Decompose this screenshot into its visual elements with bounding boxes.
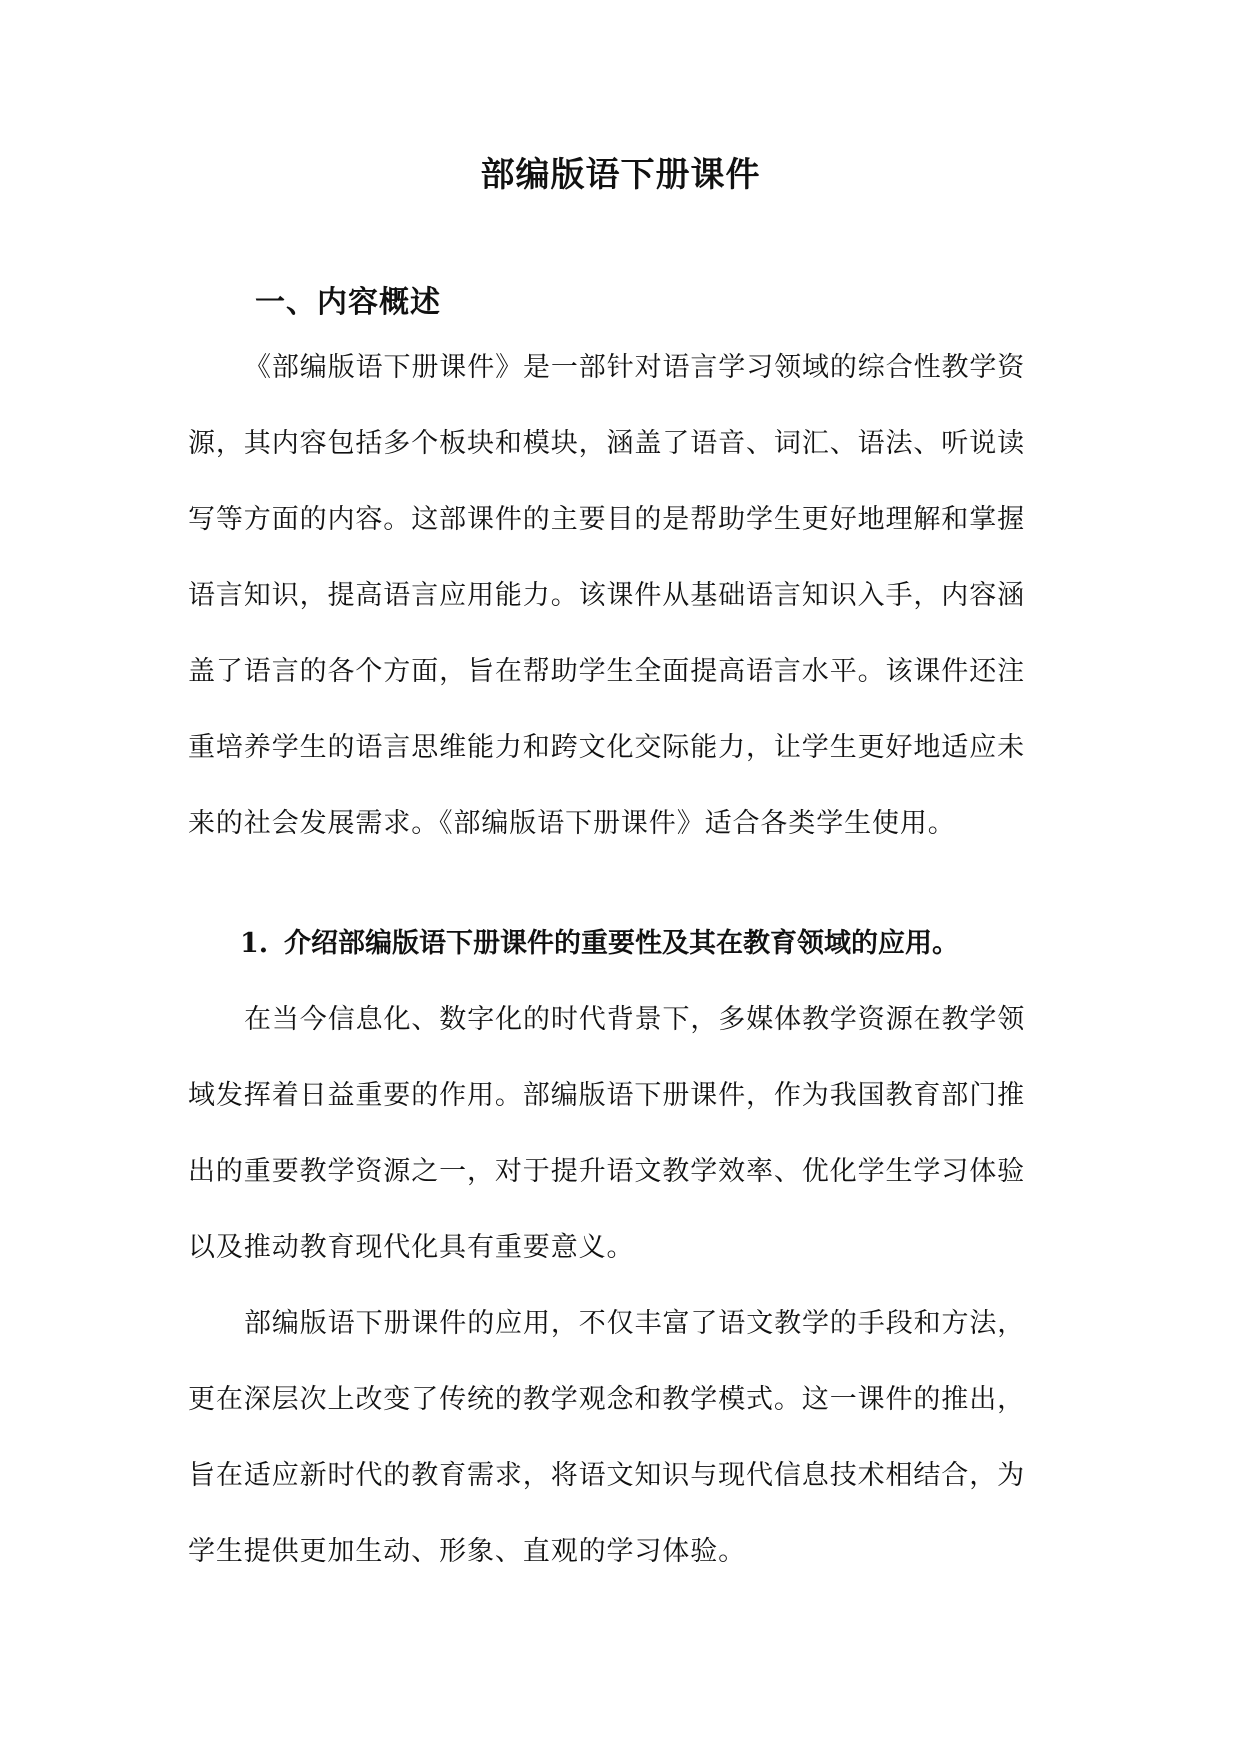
subheading-number: 1. — [240, 928, 269, 959]
numbered-subheading — [240, 922, 1080, 966]
paragraph-line: 写等方面的内容。这部课件的主要目的是帮助学生更好地理解和掌握 — [188, 504, 1025, 535]
section-heading: 一、内容概述 — [255, 285, 441, 320]
paragraph-line: 《部编版语下册课件》是一部针对语言学习领域的综合性教学资 — [244, 352, 1026, 383]
importance-paragraph — [188, 982, 1054, 1286]
document-title: 部编版语下册课件 — [480, 155, 761, 195]
paragraph-line: 语言知识，提高语言应用能力。该课件从基础语言知识入手，内容涵 — [188, 580, 1025, 611]
subheading-text: 介绍部编版语下册课件的重要性及其在教育领域的应用。 — [284, 928, 959, 959]
paragraph-line: 学生提供更加生动、形象、直观的学习体验。 — [188, 1536, 746, 1567]
overview-paragraph — [188, 330, 1054, 862]
paragraph-line: 旨在适应新时代的教育需求，将语文知识与现代信息技术相结合，为 — [188, 1460, 1025, 1491]
paragraph-line: 以及推动教育现代化具有重要意义。 — [188, 1232, 635, 1263]
paragraph-line: 在当今信息化、数字化的时代背景下，多媒体教学资源在教学领 — [244, 1004, 1026, 1035]
paragraph-line: 更在深层次上改变了传统的教学观念和教学模式。这一课件的推出， — [188, 1384, 1025, 1415]
paragraph-line: 出的重要教学资源之一，对于提升语文教学效率、优化学生学习体验 — [188, 1156, 1025, 1187]
paragraph-line: 盖了语言的各个方面，旨在帮助学生全面提高语言水平。该课件还注 — [188, 656, 1025, 687]
paragraph-line: 来的社会发展需求。《部编版语下册课件》适合各类学生使用。 — [188, 808, 956, 839]
paragraph-line: 部编版语下册课件的应用，不仅丰富了语文教学的手段和方法， — [244, 1308, 1026, 1339]
paragraph-line: 域发挥着日益重要的作用。部编版语下册课件，作为我国教育部门推 — [188, 1080, 1025, 1111]
paragraph-line: 重培养学生的语言思维能力和跨文化交际能力，让学生更好地适应未 — [188, 732, 1025, 763]
paragraph-line: 源，其内容包括多个板块和模块，涵盖了语音、词汇、语法、听说读 — [188, 428, 1025, 459]
application-paragraph — [188, 1286, 1054, 1590]
